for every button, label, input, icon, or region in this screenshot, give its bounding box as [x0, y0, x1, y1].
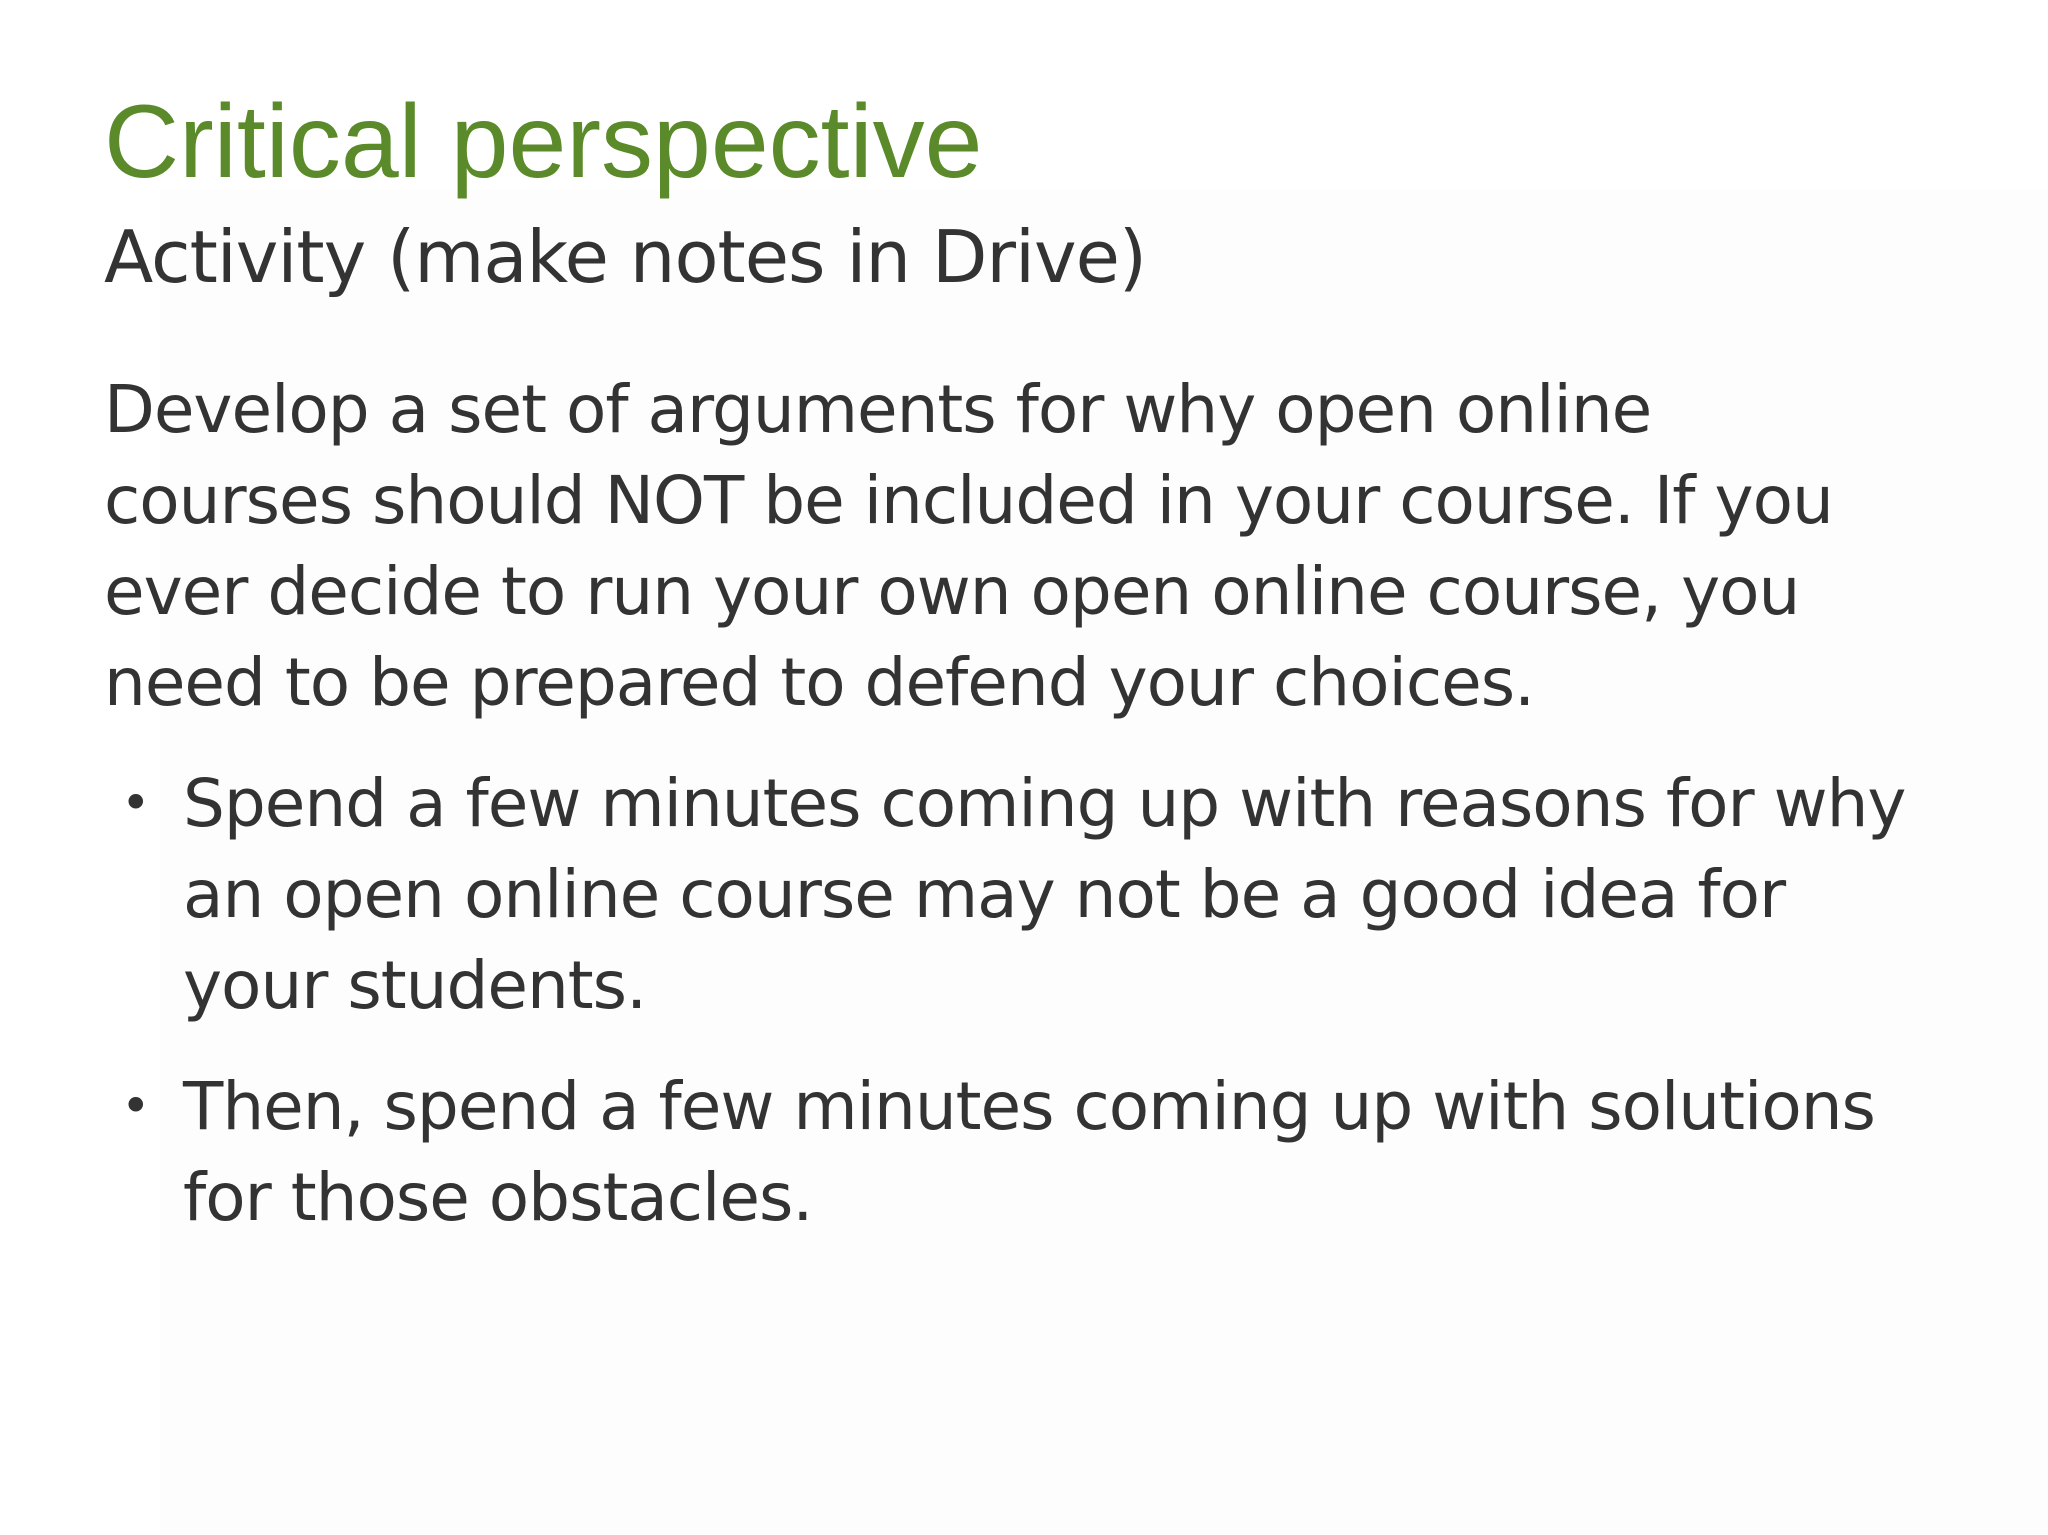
- bullet-item-solutions: [104, 1061, 2004, 1243]
- slide-subtitle: Activity (make notes in Drive): [104, 215, 1146, 299]
- bullet-icon: •: [121, 774, 150, 832]
- bullet-line: Then, spend a few minutes coming up with solutions: [183, 1068, 1875, 1145]
- bullet-line: Spend a few minutes coming up with reasons for why: [183, 765, 1906, 842]
- bullet-line: for those obstacles.: [183, 1159, 813, 1236]
- bullet-line: an open online course may not be a good idea for: [183, 856, 1786, 933]
- bullet-list: [104, 758, 2004, 1273]
- intro-line: need to be prepared to defend your choices.: [104, 644, 1535, 721]
- intro-line: Develop a set of arguments for why open online: [104, 371, 1652, 448]
- intro-line: courses should NOT be included in your course. If you: [104, 462, 1833, 539]
- bullet-icon: •: [121, 1077, 150, 1135]
- bullet-line: your students.: [183, 947, 647, 1024]
- intro-paragraph: [104, 364, 1944, 728]
- slide-title: Critical perspective: [104, 84, 983, 200]
- intro-line: ever decide to run your own open online course, you: [104, 553, 1800, 630]
- bullet-item-reasons: [104, 758, 2004, 1031]
